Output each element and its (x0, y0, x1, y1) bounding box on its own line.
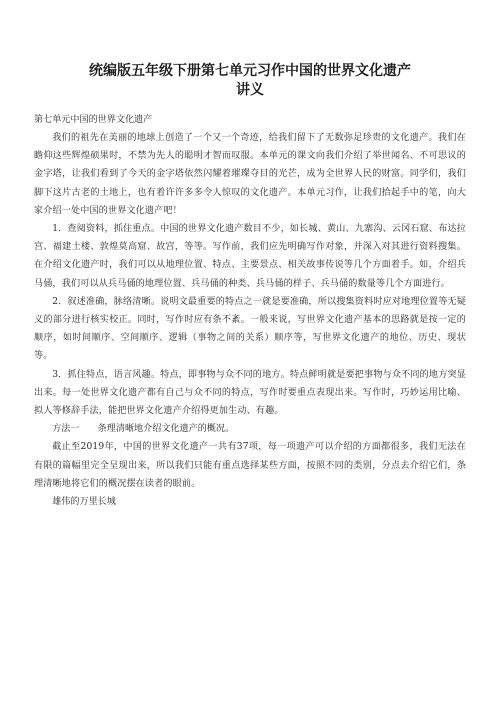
intro-paragraph: 我们的祖先在美丽的地球上创造了一个又一个奇迹，给我们留下了无数弥足珍贵的文化遗产。我们在瞻仰这些辉煌硕果时，不禁为先人的聪明才智而叹服。本单元的课文向我们介绍了举世闻名、不可思议的金字塔，让我们看到了今天的金字塔依然闪耀着璀璨夺目的光芒，成为全世界人民的财富。同学们，我们脚下这片古老的土地上，也有着许许多多令人惊叹的文化遗产。本单元习作，让我们拾起手中的笔，向大家介绍一处中国的世界文化遗产吧！ (34, 133, 466, 216)
method-paragraph: 截止至2019年，中国的世界文化遗产一共有37项，每一项遗产可以介绍的方面都很多，我们无法在有限的篇幅里完全呈现出来，所以我们只能有重点选择某些方面，按照不同的类别，分点去介绍它们，条理清晰地将它们的概况摆在读者的眼前。 (34, 442, 466, 489)
tip-3-paragraph: 3．抓住特点，语言风趣。特点，即事物与众不同的地方。特点鲜明就是要把事物与众不同的地方突显出来。每一处世界文化遗产都有自己与众不同的特点，写作时要重点表现出来。写作时，巧妙运用比喻、拟人等修辞手法，能把世界文化遗产介绍得更加生动、有趣。 (34, 369, 466, 417)
section-heading: 第七单元中国的世界文化遗产 (34, 115, 153, 125)
document-title (34, 62, 466, 100)
example-subheading: 雄伟的万里长城 (52, 497, 116, 508)
title-line-2: 讲义 (236, 82, 264, 98)
method-heading: 方法一 条理清晰地介绍文化遗产的概况。 (52, 424, 235, 435)
title-line-1: 统编版五年级下册第七单元习作中国的世界文化遗产 (89, 63, 411, 79)
tip-2-paragraph: 2．叙述准确，脉络清晰。说明文最重要的特点之一就是要准确，所以搜集资料时应对地理位置等无疑义的部分进行核实校正。同时，写作时应有条不紊。一般来说，写世界文化遗产基本的思路就是按一定的顺序，如时间顺序、空间顺序、逻辑（事物之间的关系）顺序等，写世界文化遗产的地位、历史、现状等。 (34, 296, 466, 362)
tip-1-paragraph: 1．查阅资料，抓住重点。中国的世界文化遗产数目不少，如长城、黄山、九寨沟、云冈石窟、布达拉宫、福建土楼、敦煌莫高窟、故宫，等等。写作前，我们应先明确写作对象，并深入对其进行资料搜集。在介绍文化遗产时，我们可以从地理位置、特点、主要景点、相关故事传说等几个方面着手。如，介绍兵马俑，我们可以从兵马俑的地理位置、兵马俑的种类、兵马俑的样子、兵马俑的数量等几个方面进行。 (34, 224, 466, 289)
